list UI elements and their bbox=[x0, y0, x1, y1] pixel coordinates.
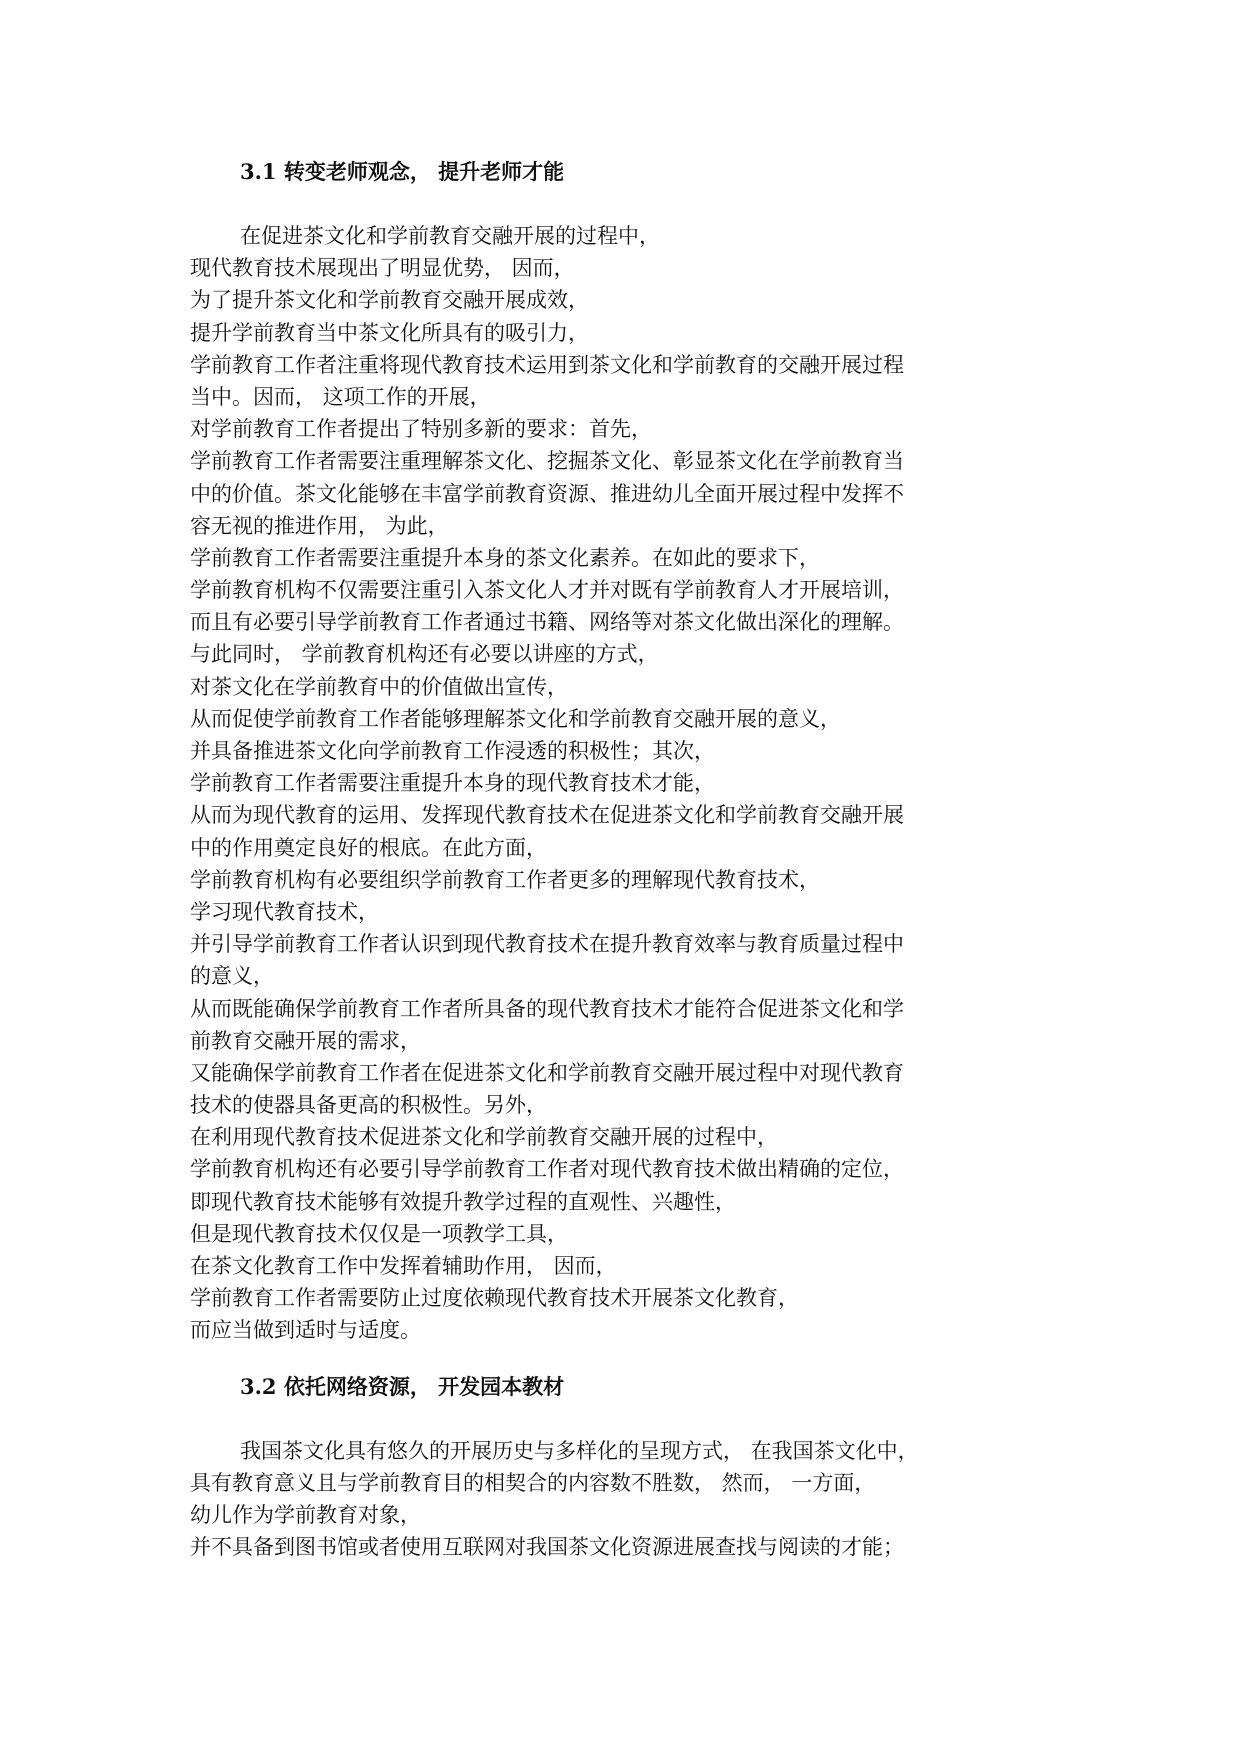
text-line: 对茶文化在学前教育中的价值做出宣传， bbox=[190, 674, 568, 699]
text-line: 当中。因而， 这项工作的开展， bbox=[190, 384, 491, 409]
text-line: 从而为现代教育的运用、发挥现代教育技术在促进茶文化和学前教育交融开展 bbox=[190, 803, 904, 828]
text-line: 从而既能确保学前教育工作者所具备的现代教育技术才能符合促进茶文化和学 bbox=[190, 996, 904, 1021]
text-line: 但是现代教育技术仅仅是一项教学工具， bbox=[190, 1221, 568, 1246]
text-line: 现代教育技术展现出了明显优势， 因而， bbox=[190, 256, 575, 281]
text-line: 学前教育工作者需要注重理解茶文化、挖掘茶文化、彰显茶文化在学前教育当 bbox=[190, 449, 904, 474]
text-line: 学前教育机构不仅需要注重引入茶文化人才并对既有学前教育人才开展培训， bbox=[190, 578, 904, 603]
text-line: 并引导学前教育工作者认识到现代教育技术在提升教育效率与教育质量过程中 bbox=[190, 932, 904, 957]
text-line: 具有教育意义且与学前教育目的相契合的内容数不胜数， 然而， 一方面， bbox=[190, 1470, 876, 1495]
text-line: 中的作用奠定良好的根底。在此方面， bbox=[190, 835, 547, 860]
text-line: 学前教育机构有必要组织学前教育工作者更多的理解现代教育技术， bbox=[190, 867, 820, 892]
text-line: 而应当做到适时与适度。 bbox=[190, 1318, 421, 1343]
section-3-2-body bbox=[190, 1435, 1060, 1564]
text-line: 学前教育机构还有必要引导学前教育工作者对现代教育技术做出精确的定位， bbox=[190, 1157, 904, 1182]
text-line: 从而促使学前教育工作者能够理解茶文化和学前教育交融开展的意义， bbox=[190, 706, 841, 731]
text-line: 幼儿作为学前教育对象， bbox=[190, 1502, 421, 1527]
document-page bbox=[190, 158, 1060, 1563]
text-line: 并不具备到图书馆或者使用互联网对我国茶文化资源进展查找与阅读的才能； bbox=[190, 1535, 904, 1560]
text-line: 与此同时， 学前教育机构还有必要以讲座的方式， bbox=[190, 642, 659, 667]
text-line: 即现代教育技术能够有效提升教学过程的直观性、兴趣性， bbox=[190, 1189, 736, 1214]
text-line: 的意义， bbox=[190, 964, 274, 989]
text-line: 又能确保学前教育工作者在促进茶文化和学前教育交融开展过程中对现代教育 bbox=[190, 1060, 904, 1085]
text-line: 前教育交融开展的需求， bbox=[190, 1028, 421, 1053]
section-heading-3-2: 3.2 依托网络资源， 开发园本教材 bbox=[240, 1373, 565, 1399]
text-line: 而且有必要引导学前教育工作者通过书籍、网络等对茶文化做出深化的理解。 bbox=[190, 610, 904, 635]
text-line: 为了提升茶文化和学前教育交融开展成效， bbox=[190, 288, 589, 313]
text-line: 学前教育工作者注重将现代教育技术运用到茶文化和学前教育的交融开展过程 bbox=[190, 352, 904, 377]
text-line: 在茶文化教育工作中发挥着辅助作用， 因而， bbox=[190, 1254, 617, 1278]
text-line: 并具备推进茶文化向学前教育工作浸透的积极性；其次， bbox=[190, 739, 715, 763]
text-line: 我国茶文化具有悠久的开展历史与多样化的呈现方式， 在我国茶文化中， bbox=[240, 1438, 919, 1463]
text-line: 学前教育工作者需要注重提升本身的茶文化素养。在如此的要求下， bbox=[190, 545, 820, 570]
text-line: 中的价值。茶文化能够在丰富学前教育资源、推进幼儿全面开展过程中发挥不 bbox=[190, 481, 904, 506]
text-line: 学前教育工作者需要防止过度依赖现代教育技术开展茶文化教育， bbox=[190, 1286, 799, 1311]
text-line: 对学前教育工作者提出了特别多新的要求：首先， bbox=[190, 417, 652, 442]
text-line: 在促进茶文化和学前教育交融开展的过程中， bbox=[240, 224, 660, 248]
text-line: 技术的使器具备更高的积极性。另外， bbox=[190, 1093, 547, 1118]
text-line: 容无视的推进作用， 为此， bbox=[190, 513, 449, 538]
text-line: 在利用现代教育技术促进茶文化和学前教育交融开展的过程中， bbox=[190, 1125, 778, 1150]
text-line: 学前教育工作者需要注重提升本身的现代教育技术才能， bbox=[190, 771, 715, 796]
section-heading-3-1: 3.1 转变老师观念， 提升老师才能 bbox=[240, 159, 565, 184]
text-line: 提升学前教育当中茶文化所具有的吸引力， bbox=[190, 320, 589, 345]
text-line: 学习现代教育技术， bbox=[190, 899, 379, 924]
section-3-1-body bbox=[190, 220, 1060, 1347]
